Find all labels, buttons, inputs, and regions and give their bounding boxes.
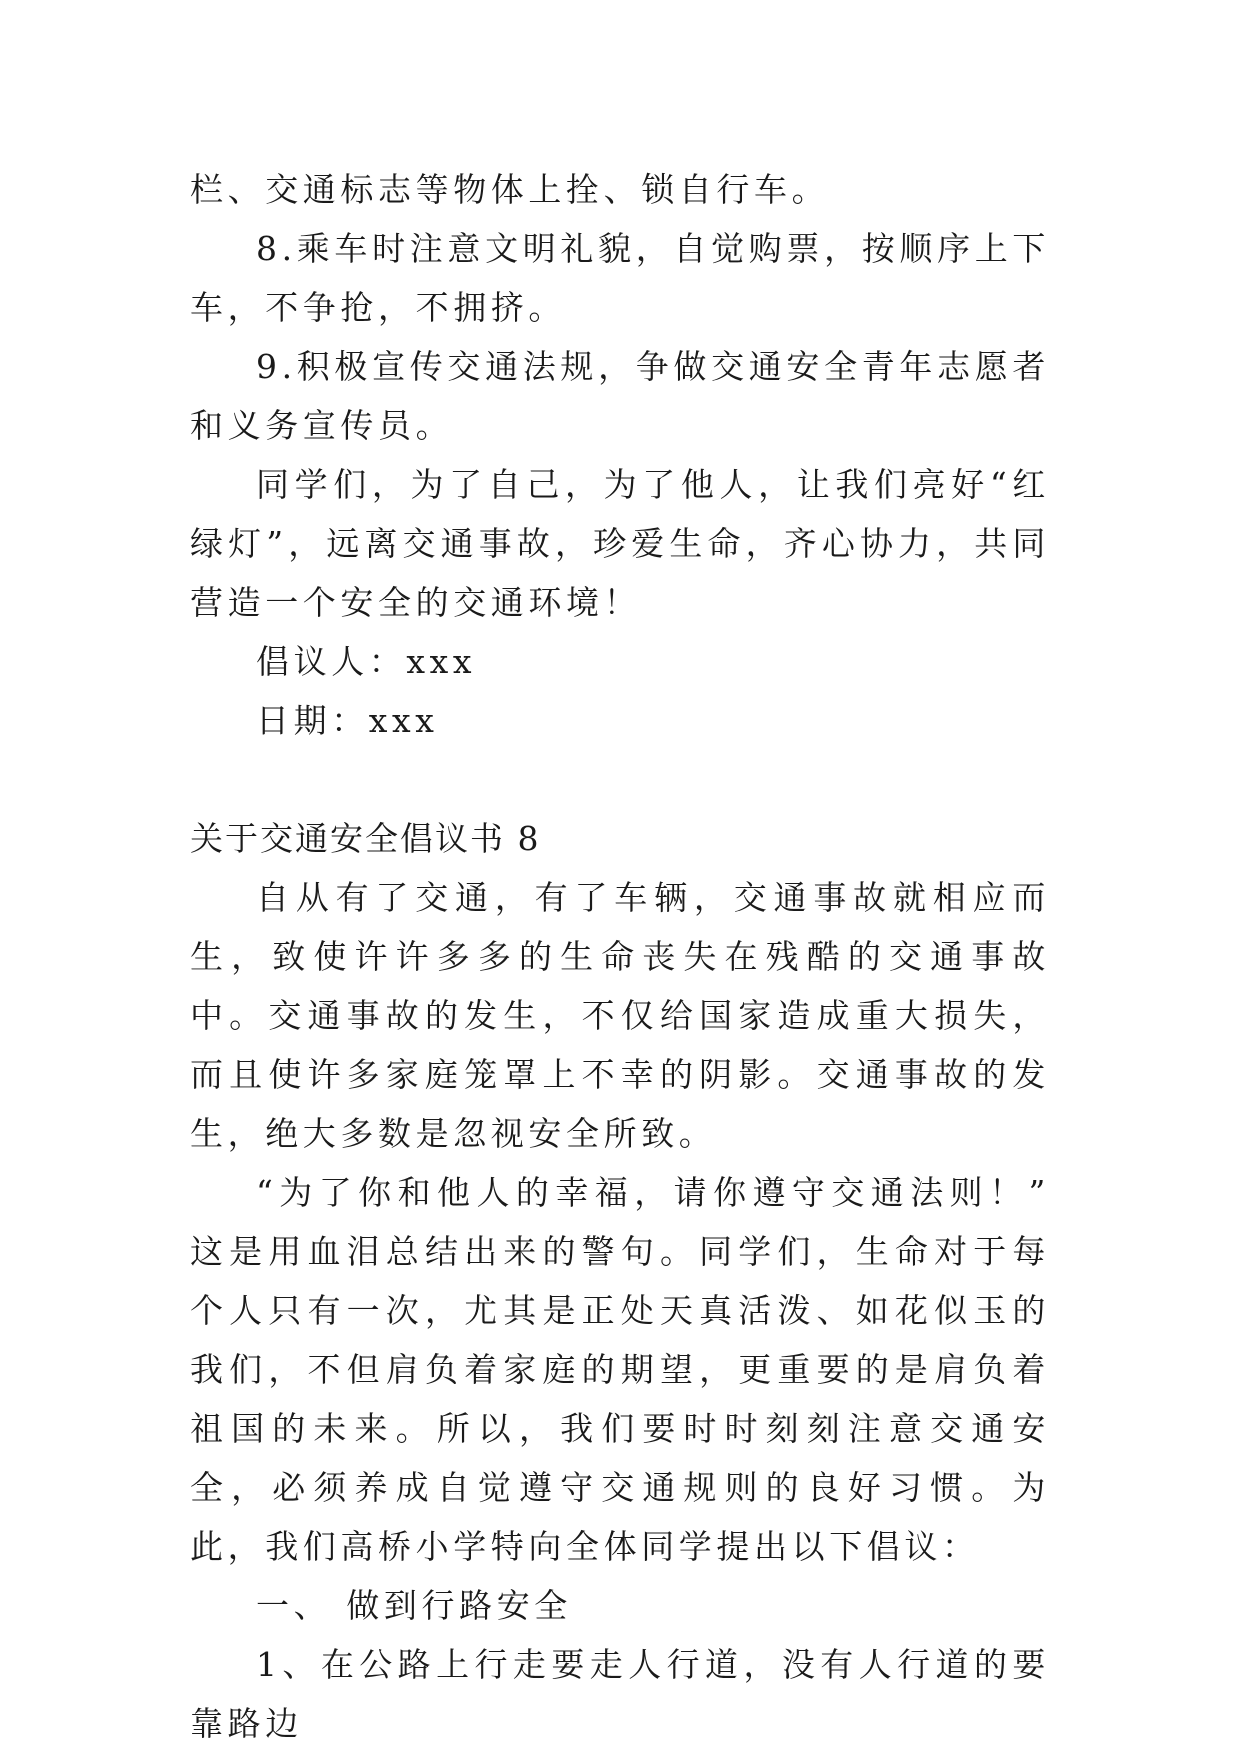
paragraph-intro: 自从有了交通，有了车辆，交通事故就相应而生，致使许许多多的生命丧失在残酷的交通事故中。交通事故的发生，不仅给国家造成重大损失，而且使许多家庭笼罩上不幸的阴影。交通事故的发生，绝大多数是忽视安全所致。: [190, 878, 1050, 1153]
document-body: [190, 160, 1050, 1753]
paragraph-appeal: 同学们，为了自己，为了他人，让我们亮好“红绿灯”，远离交通事故，珍爱生命，齐心协力，共同营造一个安全的交通环境！: [190, 465, 1050, 622]
paragraph-quote: “为了你和他人的幸福，请你遵守交通法则！” 这是用血泪总结出来的警句。同学们，生命对于每个人只有一次，尤其是正处天真活泼、如花似玉的我们，不但肩负着家庭的期望，更重要的是肩负着祖国的未来。所以，我们要时时刻刻注意交通安全，必须养成自觉遵守交通规则的良好习惯。为此，我们高桥小学特向全体同学提出以下倡议：: [190, 1173, 1050, 1566]
paragraph-continuation: 栏、交通标志等物体上拴、锁自行车。: [190, 170, 830, 209]
section-title: 关于交通安全倡议书 8: [190, 819, 541, 858]
paragraph-rule-1: 1、在公路上行走要走人行道，没有人行道的要靠路边: [190, 1645, 1050, 1743]
signature-proposer: 倡议人：xxx: [256, 642, 477, 681]
signature-date: 日期：xxx: [256, 701, 439, 740]
paragraph-item-9: 9.积极宣传交通法规，争做交通安全青年志愿者和义务宣传员。: [190, 347, 1050, 445]
heading-walking-safety: 一、 做到行路安全: [256, 1586, 572, 1625]
paragraph-item-8: 8.乘车时注意文明礼貌，自觉购票，按顺序上下车，不争抢，不拥挤。: [190, 229, 1050, 327]
